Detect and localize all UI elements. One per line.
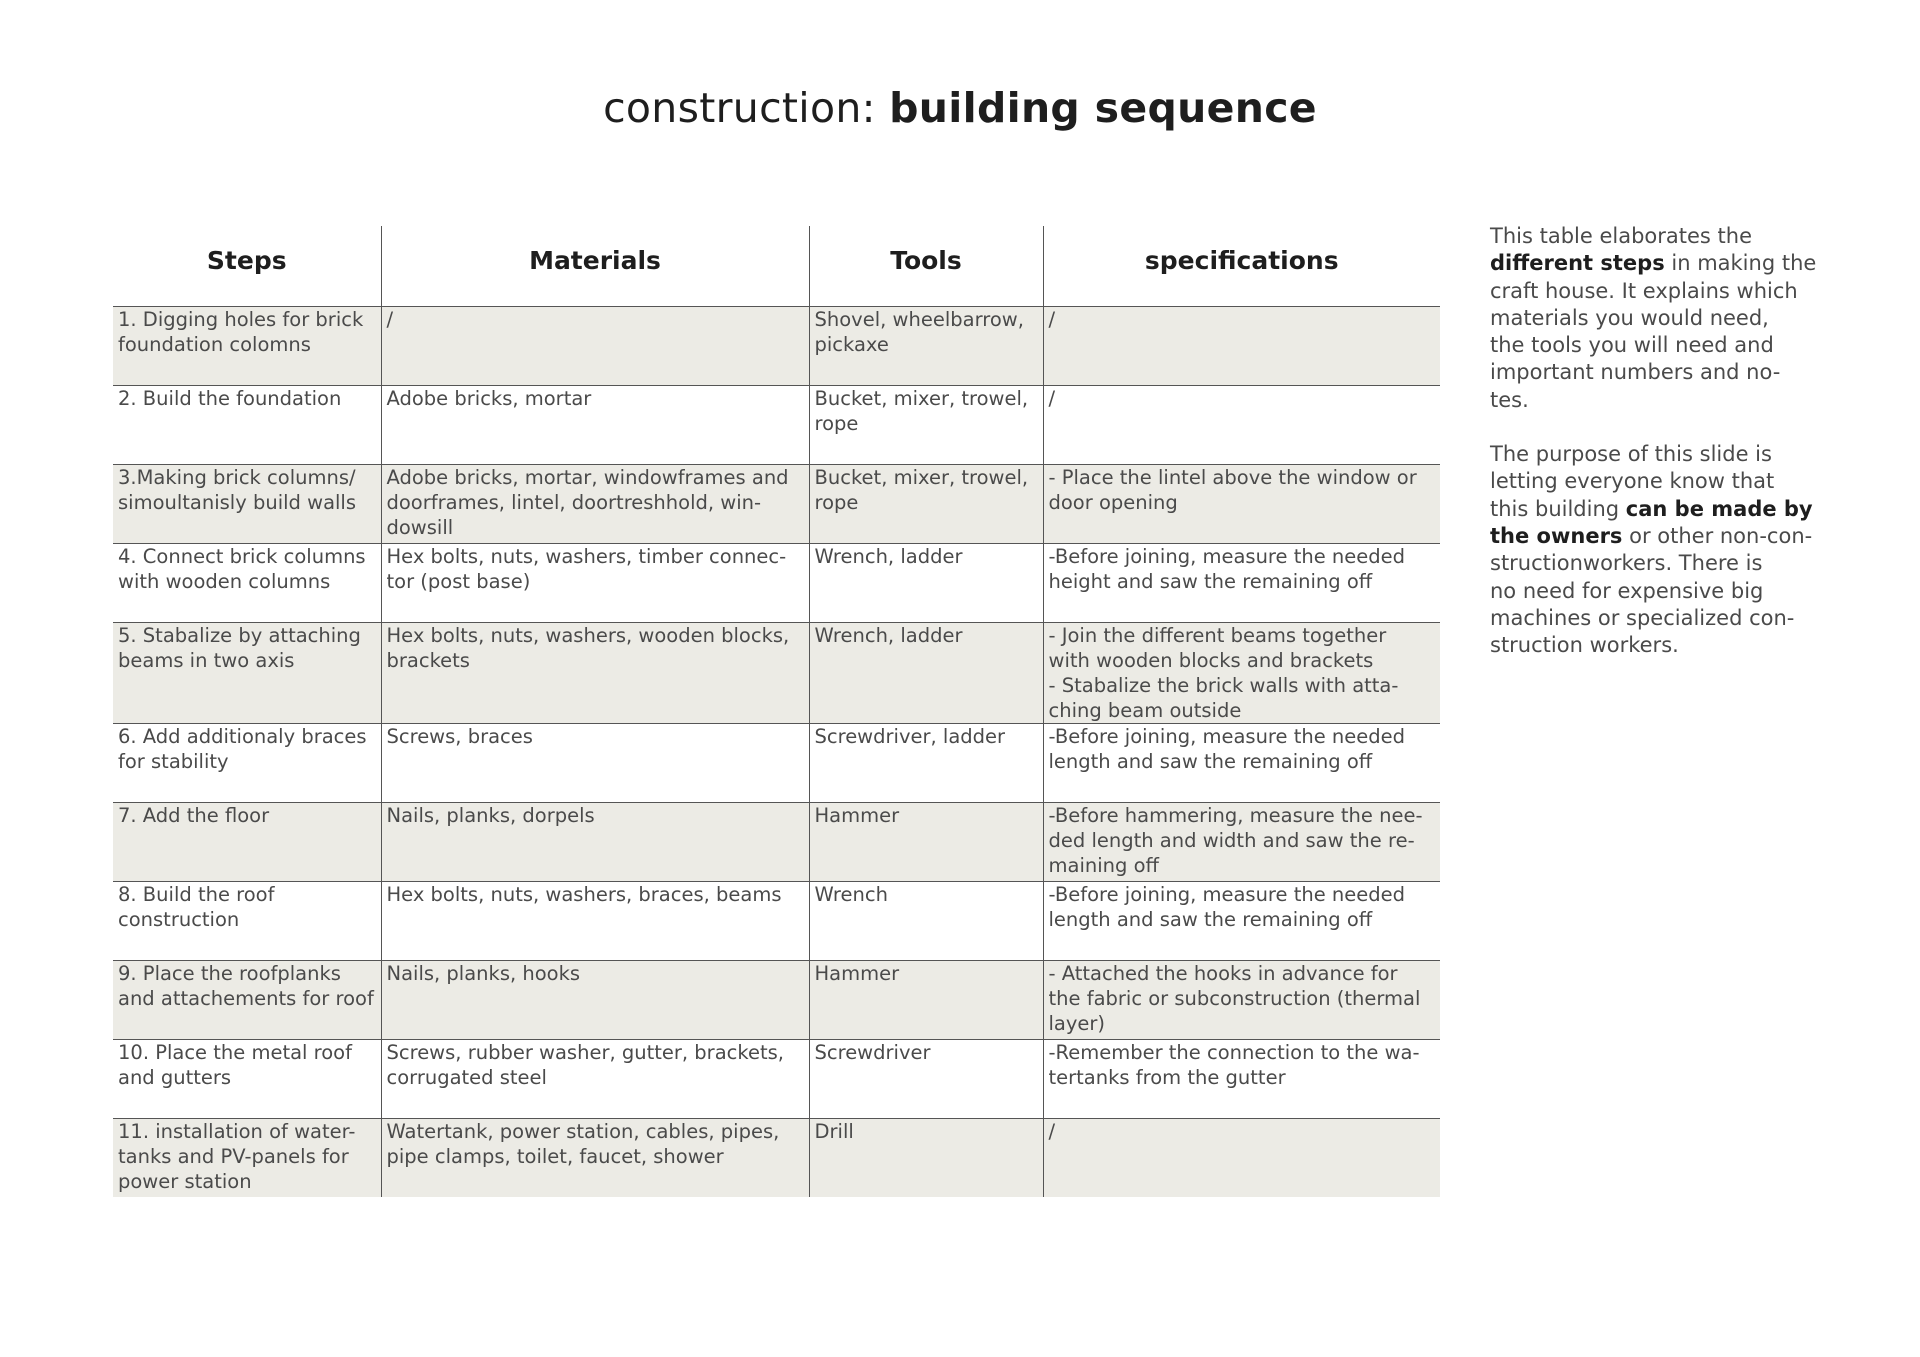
tools-cell: Wrench, ladder (809, 622, 1043, 723)
column-header-steps: Steps (113, 226, 381, 306)
step-cell: 6. Add additionaly braces for stability (113, 723, 381, 802)
step-cell: 7. Add the floor (113, 802, 381, 881)
specifications-cell: -Remember the connection to the wa- tertanks from the gutter (1043, 1039, 1440, 1118)
step-cell: 3.Making brick columns/ simoultanisly build walls (113, 464, 381, 543)
tools-cell: Wrench (809, 881, 1043, 960)
column-header-materials: Materials (381, 226, 809, 306)
specifications-cell: / (1043, 306, 1440, 385)
page-title-normal: construction: (603, 84, 890, 132)
materials-cell: Hex bolts, nuts, washers, braces, beams (381, 881, 809, 960)
page-title-bold: building sequence (889, 84, 1317, 132)
table-row (113, 1039, 1440, 1118)
materials-cell: Adobe bricks, mortar (381, 385, 809, 464)
column-header-specifications: specifications (1043, 226, 1440, 306)
materials-cell: Screws, braces (381, 723, 809, 802)
materials-cell: Screws, rubber washer, gutter, brackets, corrugated steel (381, 1039, 809, 1118)
materials-cell: Adobe bricks, mortar, windowframes and doorframes, lintel, doortreshhold, win- dowsill (381, 464, 809, 543)
table-row (113, 385, 1440, 464)
tools-cell: Screwdriver (809, 1039, 1043, 1118)
tools-cell: Drill (809, 1118, 1043, 1197)
building-sequence-table (113, 226, 1440, 1197)
description-paragraph-1 (1490, 223, 1820, 414)
table-header-row (113, 226, 1440, 306)
tools-cell: Hammer (809, 802, 1043, 881)
materials-cell: Nails, planks, dorpels (381, 802, 809, 881)
materials-cell: Hex bolts, nuts, washers, wooden blocks, brackets (381, 622, 809, 723)
page-title (0, 84, 1920, 132)
specifications-cell: / (1043, 1118, 1440, 1197)
description-paragraph-2 (1490, 441, 1820, 659)
step-cell: 8. Build the roof construction (113, 881, 381, 960)
table-row (113, 622, 1440, 723)
materials-cell: Hex bolts, nuts, washers, timber connec- tor (post base) (381, 543, 809, 622)
table-row (113, 802, 1440, 881)
step-cell: 2. Build the foundation (113, 385, 381, 464)
tools-cell: Bucket, mixer, trowel, rope (809, 385, 1043, 464)
specifications-cell: - Join the different beams together with wooden blocks and brackets - Stabalize the brick walls with atta- ching beam outside (1043, 622, 1440, 723)
tools-cell: Wrench, ladder (809, 543, 1043, 622)
step-cell: 11. installation of water- tanks and PV-panels for power station (113, 1118, 381, 1197)
step-cell: 5. Stabalize by attaching beams in two axis (113, 622, 381, 723)
step-cell: 1. Digging holes for brick foundation colomns (113, 306, 381, 385)
description-text: in making the craft house. It explains which materials you would need, the tools you will need and important numbers and no- tes. (1490, 251, 1817, 412)
tools-cell: Screwdriver, ladder (809, 723, 1043, 802)
table-row (113, 960, 1440, 1039)
description-highlight: can be made by the owners (1490, 496, 1813, 548)
tools-cell: Hammer (809, 960, 1043, 1039)
specifications-cell: - Attached the hooks in advance for the fabric or subconstruction (thermal layer) (1043, 960, 1440, 1039)
materials-cell: Watertank, power station, cables, pipes, pipe clamps, toilet, faucet, shower (381, 1118, 809, 1197)
specifications-cell: -Before joining, measure the needed height and saw the remaining off (1043, 543, 1440, 622)
table-row (113, 543, 1440, 622)
specifications-cell: / (1043, 385, 1440, 464)
specifications-cell: -Before joining, measure the needed length and saw the remaining off (1043, 723, 1440, 802)
table-row (113, 881, 1440, 960)
specifications-cell: -Before joining, measure the needed length and saw the remaining off (1043, 881, 1440, 960)
description-highlight: different steps (1490, 251, 1665, 276)
materials-cell: Nails, planks, hooks (381, 960, 809, 1039)
description-text: This table elaborates the (1490, 224, 1752, 248)
table-row (113, 464, 1440, 543)
step-cell: 9. Place the roofplanks and attachements for roof (113, 960, 381, 1039)
step-cell: 4. Connect brick columns with wooden columns (113, 543, 381, 622)
table-row (113, 306, 1440, 385)
tools-cell: Bucket, mixer, trowel, rope (809, 464, 1043, 543)
table-body (113, 306, 1440, 1197)
table-row (113, 1118, 1440, 1197)
description-panel (1490, 223, 1820, 686)
table-row (113, 723, 1440, 802)
column-header-tools: Tools (809, 226, 1043, 306)
description-text: The purpose of this slide is letting everyone know that this building (1490, 442, 1775, 521)
description-text: or other non-con- structionworkers. There is no need for expensive big machines or specialized con- struction workers. (1490, 523, 1813, 658)
materials-cell: / (381, 306, 809, 385)
specifications-cell: - Place the lintel above the window or door opening (1043, 464, 1440, 543)
tools-cell: Shovel, wheelbarrow, pickaxe (809, 306, 1043, 385)
step-cell: 10. Place the metal roof and gutters (113, 1039, 381, 1118)
specifications-cell: -Before hammering, measure the nee- ded length and width and saw the re- maining off (1043, 802, 1440, 881)
